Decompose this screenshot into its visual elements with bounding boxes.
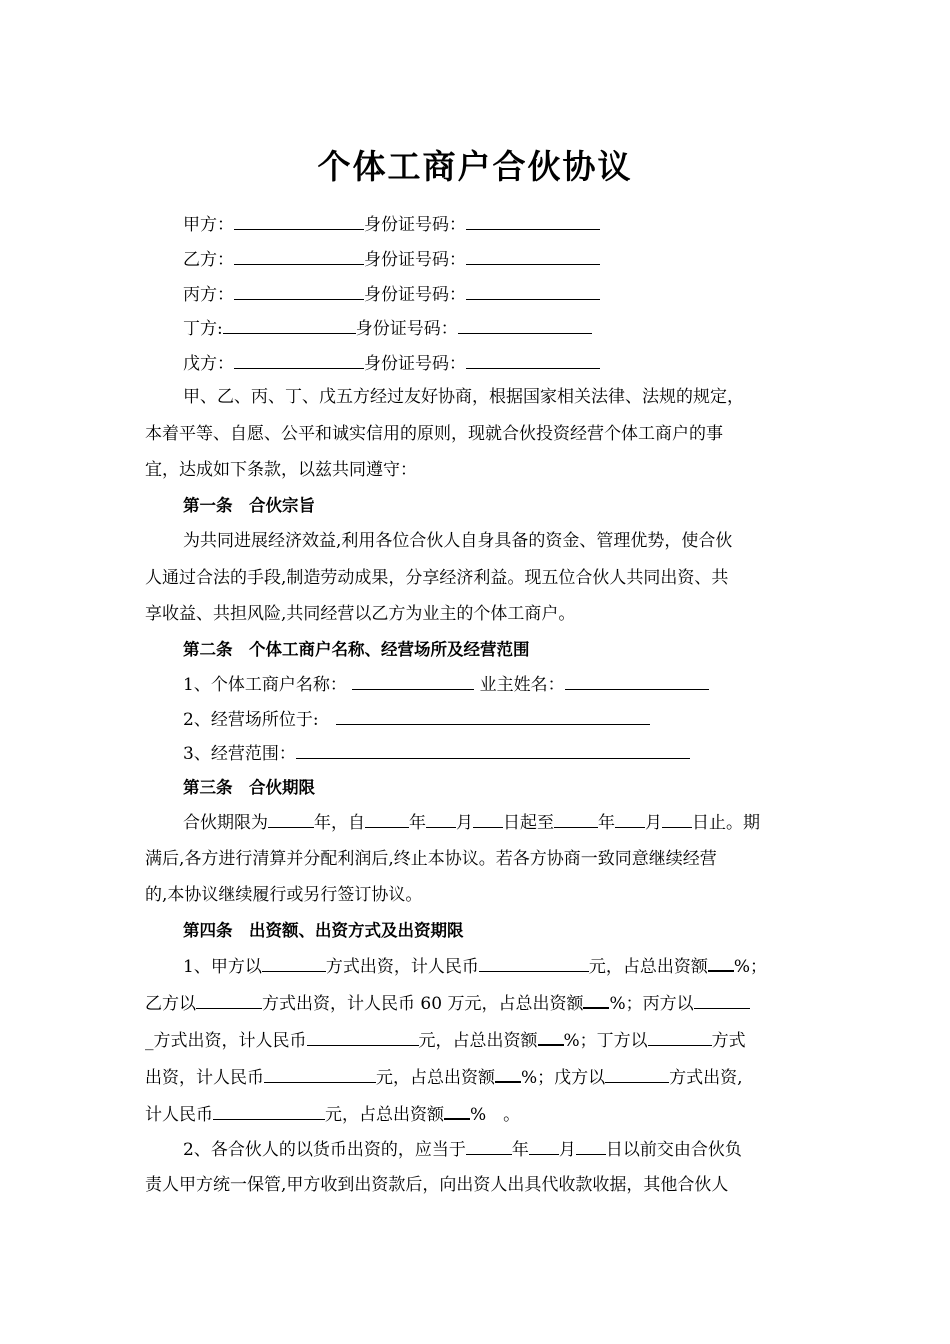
article-3-line: 满后,各方进行清算并分配利润后,终止本协议。若各方协商一致同意继续经营 bbox=[145, 849, 717, 869]
end-year-blank[interactable] bbox=[554, 810, 598, 828]
article-2-name-row bbox=[183, 672, 709, 697]
party-label: 乙方： bbox=[183, 250, 234, 270]
start-day-blank[interactable] bbox=[473, 810, 503, 828]
text: 日止。期 bbox=[692, 813, 760, 833]
wu-amount-blank[interactable] bbox=[213, 1102, 325, 1120]
text: 年 bbox=[598, 813, 615, 833]
party-label: 丙方： bbox=[183, 285, 234, 305]
party-label: 戊方： bbox=[183, 354, 234, 374]
party-row-wu bbox=[183, 351, 600, 376]
article-2-place-row bbox=[183, 707, 650, 732]
party-row-ding bbox=[183, 316, 592, 341]
text: 日起至 bbox=[503, 813, 554, 833]
id-blank[interactable] bbox=[466, 247, 600, 265]
end-month-blank[interactable] bbox=[615, 810, 645, 828]
deadline-month-blank[interactable] bbox=[529, 1137, 559, 1155]
business-scope-label: 3、经营范围： bbox=[183, 744, 296, 764]
article-1-line: 为共同进展经济效益,利用各位合伙人自身具备的资金、管理优势，使合伙 bbox=[183, 531, 733, 551]
start-month-blank[interactable] bbox=[426, 810, 456, 828]
jia-amount-blank[interactable] bbox=[479, 954, 589, 972]
party-row-yi bbox=[183, 247, 600, 272]
text: 月 bbox=[558, 1140, 576, 1160]
article-2-scope-row bbox=[183, 741, 690, 766]
article-3-term-row bbox=[183, 810, 760, 835]
bing-percent-blank[interactable] bbox=[538, 1027, 564, 1046]
id-blank[interactable] bbox=[466, 351, 600, 369]
id-label: 身份证号码： bbox=[364, 354, 466, 374]
text: 元，占总出资额 bbox=[588, 957, 708, 977]
wu-percent-blank[interactable] bbox=[444, 1101, 470, 1120]
text: 1、甲方以 bbox=[183, 957, 262, 977]
text: 方式出资，计人民币 60 万元，占总出资额 bbox=[262, 994, 584, 1014]
article-1-heading: 第一条 合伙宗旨 bbox=[183, 496, 315, 515]
yi-method-blank[interactable] bbox=[196, 991, 262, 1009]
ding-amount-blank[interactable] bbox=[264, 1065, 376, 1083]
business-scope-blank[interactable] bbox=[296, 741, 690, 759]
intro-line: 本着平等、自愿、公平和诚实信用的原则，现就合伙投资经营个体工商户的事 bbox=[145, 424, 723, 444]
owner-name-blank[interactable] bbox=[565, 672, 709, 690]
text: 元，占总出资额 bbox=[418, 1031, 538, 1051]
party-row-jia bbox=[183, 212, 600, 237]
ding-method-blank[interactable] bbox=[648, 1028, 712, 1046]
text: 2、各合伙人的以货币出资的，应当于 bbox=[183, 1140, 466, 1160]
text: 计人民币 bbox=[145, 1105, 213, 1125]
id-blank[interactable] bbox=[458, 316, 592, 334]
bing-method-blank[interactable] bbox=[694, 991, 750, 1009]
article-3-line: 的,本协议继续履行或另行签订协议。 bbox=[145, 885, 423, 905]
deadline-year-blank[interactable] bbox=[466, 1137, 512, 1155]
text: 年，自 bbox=[314, 813, 365, 833]
article-4-line bbox=[145, 1101, 520, 1127]
article-1-line: 人通过合法的手段,制造劳动成果，分享经济利益。现五位合伙人共同出资、共 bbox=[145, 568, 729, 588]
name-blank[interactable] bbox=[234, 212, 364, 230]
article-4-line: 责人甲方统一保管,甲方收到出资款后，向出资人出具代收款收据，其他合伙人 bbox=[145, 1175, 729, 1195]
business-place-blank[interactable] bbox=[336, 707, 650, 725]
business-name-label: 1、个体工商户名称： bbox=[183, 675, 347, 695]
text: 年 bbox=[409, 813, 426, 833]
article-2-heading: 第二条 个体工商户名称、经营场所及经营范围 bbox=[183, 640, 530, 659]
article-1-line: 享收益、共担风险,共同经营以乙方为业主的个体工商户。 bbox=[145, 604, 576, 624]
text: 方式 bbox=[711, 1031, 746, 1051]
id-label: 身份证号码： bbox=[364, 215, 466, 235]
years-blank[interactable] bbox=[268, 810, 314, 828]
wu-method-blank[interactable] bbox=[605, 1065, 669, 1083]
text: 元，占总出资额 bbox=[376, 1068, 495, 1088]
yi-percent-blank[interactable] bbox=[583, 990, 609, 1009]
article-4-line bbox=[145, 990, 750, 1016]
owner-name-label: 业主姓名： bbox=[479, 675, 565, 695]
party-row-bing bbox=[183, 282, 600, 307]
jia-method-blank[interactable] bbox=[262, 954, 326, 972]
deadline-day-blank[interactable] bbox=[576, 1137, 606, 1155]
text: _方式出资，计人民币 bbox=[145, 1031, 307, 1051]
text: %；丁方以 bbox=[563, 1031, 648, 1051]
article-4-line bbox=[183, 953, 767, 979]
text: 合伙期限为 bbox=[183, 813, 268, 833]
name-blank[interactable] bbox=[234, 247, 364, 265]
end-day-blank[interactable] bbox=[662, 810, 692, 828]
text: 年 bbox=[511, 1140, 529, 1160]
id-blank[interactable] bbox=[466, 282, 600, 300]
text: %；丙方以 bbox=[609, 994, 694, 1014]
text: 方式出资，计人民币 bbox=[325, 957, 479, 977]
intro-line: 宜，达成如下条款，以兹共同遵守： bbox=[145, 460, 417, 480]
party-label: 丁方: bbox=[183, 319, 223, 339]
id-label: 身份证号码： bbox=[364, 285, 466, 305]
business-name-blank[interactable] bbox=[352, 672, 474, 690]
article-4-heading: 第四条 出资额、出资方式及出资期限 bbox=[183, 921, 464, 940]
text: 月 bbox=[645, 813, 662, 833]
id-label: 身份证号码： bbox=[364, 250, 466, 270]
text: 元，占总出资额 bbox=[325, 1105, 444, 1125]
text: % 。 bbox=[470, 1105, 521, 1125]
bing-amount-blank[interactable] bbox=[307, 1028, 419, 1046]
start-year-blank[interactable] bbox=[365, 810, 409, 828]
document-title: 个体工商户合伙协议 bbox=[317, 147, 633, 186]
id-label: 身份证号码： bbox=[355, 319, 458, 339]
party-label: 甲方： bbox=[183, 215, 234, 235]
text: %；戊方以 bbox=[521, 1068, 606, 1088]
intro-line: 甲、乙、丙、丁、戊五方经过友好协商，根据国家相关法律、法规的规定， bbox=[183, 387, 744, 407]
text: 出资，计人民币 bbox=[145, 1068, 264, 1088]
name-blank[interactable] bbox=[234, 351, 364, 369]
text: 月 bbox=[456, 813, 473, 833]
name-blank[interactable] bbox=[234, 282, 364, 300]
article-4-line bbox=[145, 1064, 743, 1090]
ding-percent-blank[interactable] bbox=[495, 1064, 521, 1083]
jia-percent-blank[interactable] bbox=[708, 953, 734, 972]
name-blank[interactable] bbox=[223, 316, 356, 334]
article-3-heading: 第三条 合伙期限 bbox=[183, 778, 315, 797]
text: 日以前交由合伙负 bbox=[605, 1140, 742, 1160]
id-blank[interactable] bbox=[466, 212, 600, 230]
article-4-line bbox=[145, 1027, 746, 1053]
text: 方式出资, bbox=[669, 1068, 743, 1088]
text: 乙方以 bbox=[145, 994, 196, 1014]
text: %； bbox=[733, 957, 767, 977]
article-4-line bbox=[183, 1137, 742, 1162]
business-place-label: 2、经营场所位于: bbox=[183, 710, 319, 730]
